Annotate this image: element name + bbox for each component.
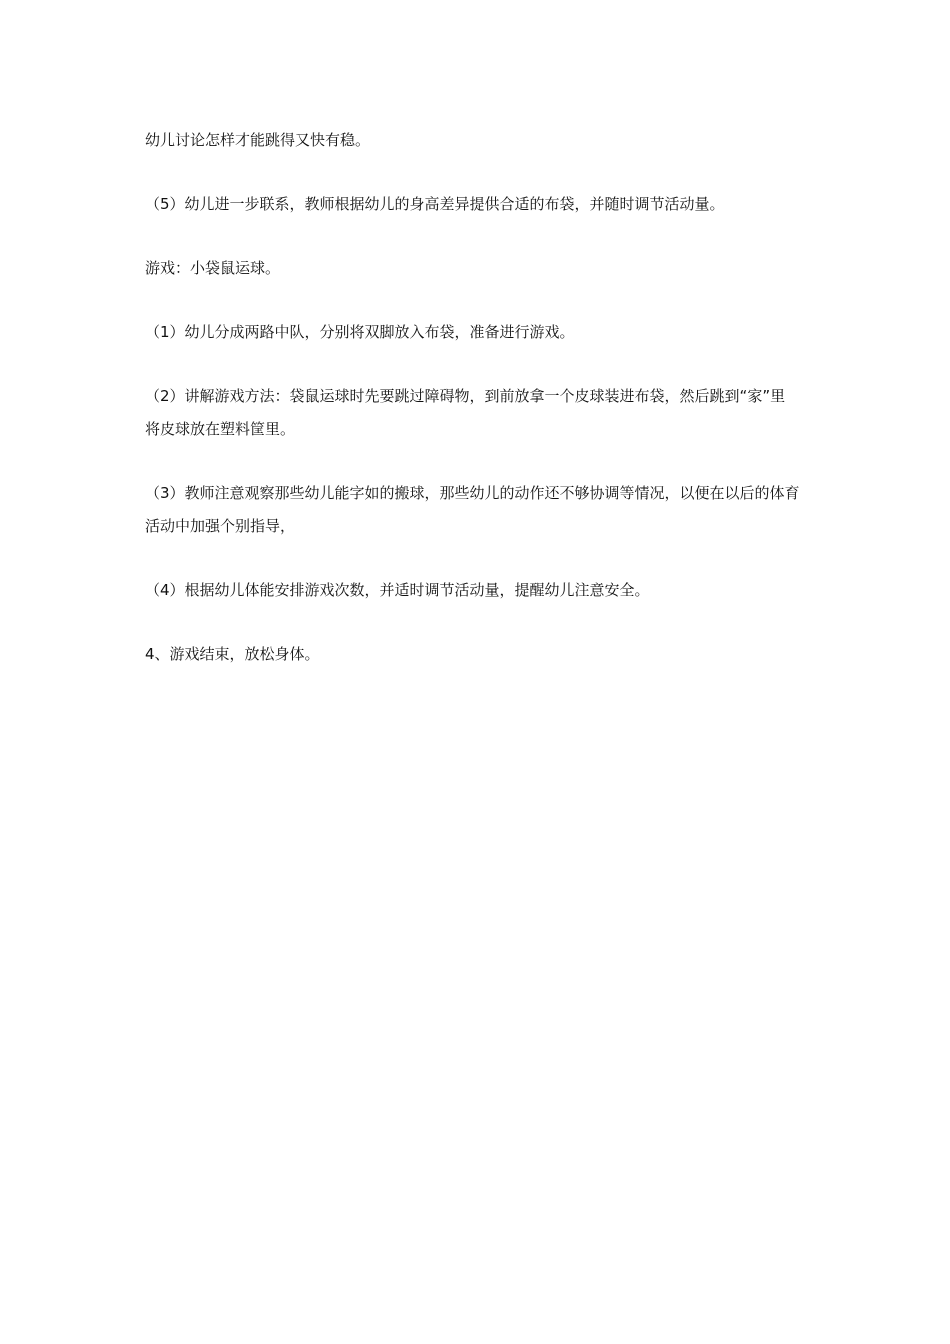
paragraph-game-title: 游戏：小袋鼠运球。 <box>145 259 281 277</box>
paragraph-game-step-4: （4）根据幼儿体能安排游戏次数，并适时调节活动量，提醒幼儿注意安全。 <box>145 581 650 599</box>
paragraph-step-5: （5）幼儿进一步联系，教师根据幼儿的身高差异提供合适的布袋，并随时调节活动量。 <box>145 195 725 213</box>
paragraph-conclusion: 4、游戏结束，放松身体。 <box>145 645 320 663</box>
paragraph-game-step-3: （3）教师注意观察那些幼儿能字如的搬球，那些幼儿的动作还不够协调等情况，以便在以后的体育活动中加强个别指导， <box>145 484 800 535</box>
document-body <box>145 124 800 671</box>
paragraph-discussion: 幼儿讨论怎样才能跳得又快有稳。 <box>145 131 371 149</box>
paragraph-game-step-2: （2）讲解游戏方法：袋鼠运球时先要跳过障碍物，到前放拿一个皮球装进布袋，然后跳到“家”里将皮球放在塑料筐里。 <box>145 387 786 438</box>
paragraph-game-step-1: （1）幼儿分成两路中队，分别将双脚放入布袋，准备进行游戏。 <box>145 323 575 341</box>
